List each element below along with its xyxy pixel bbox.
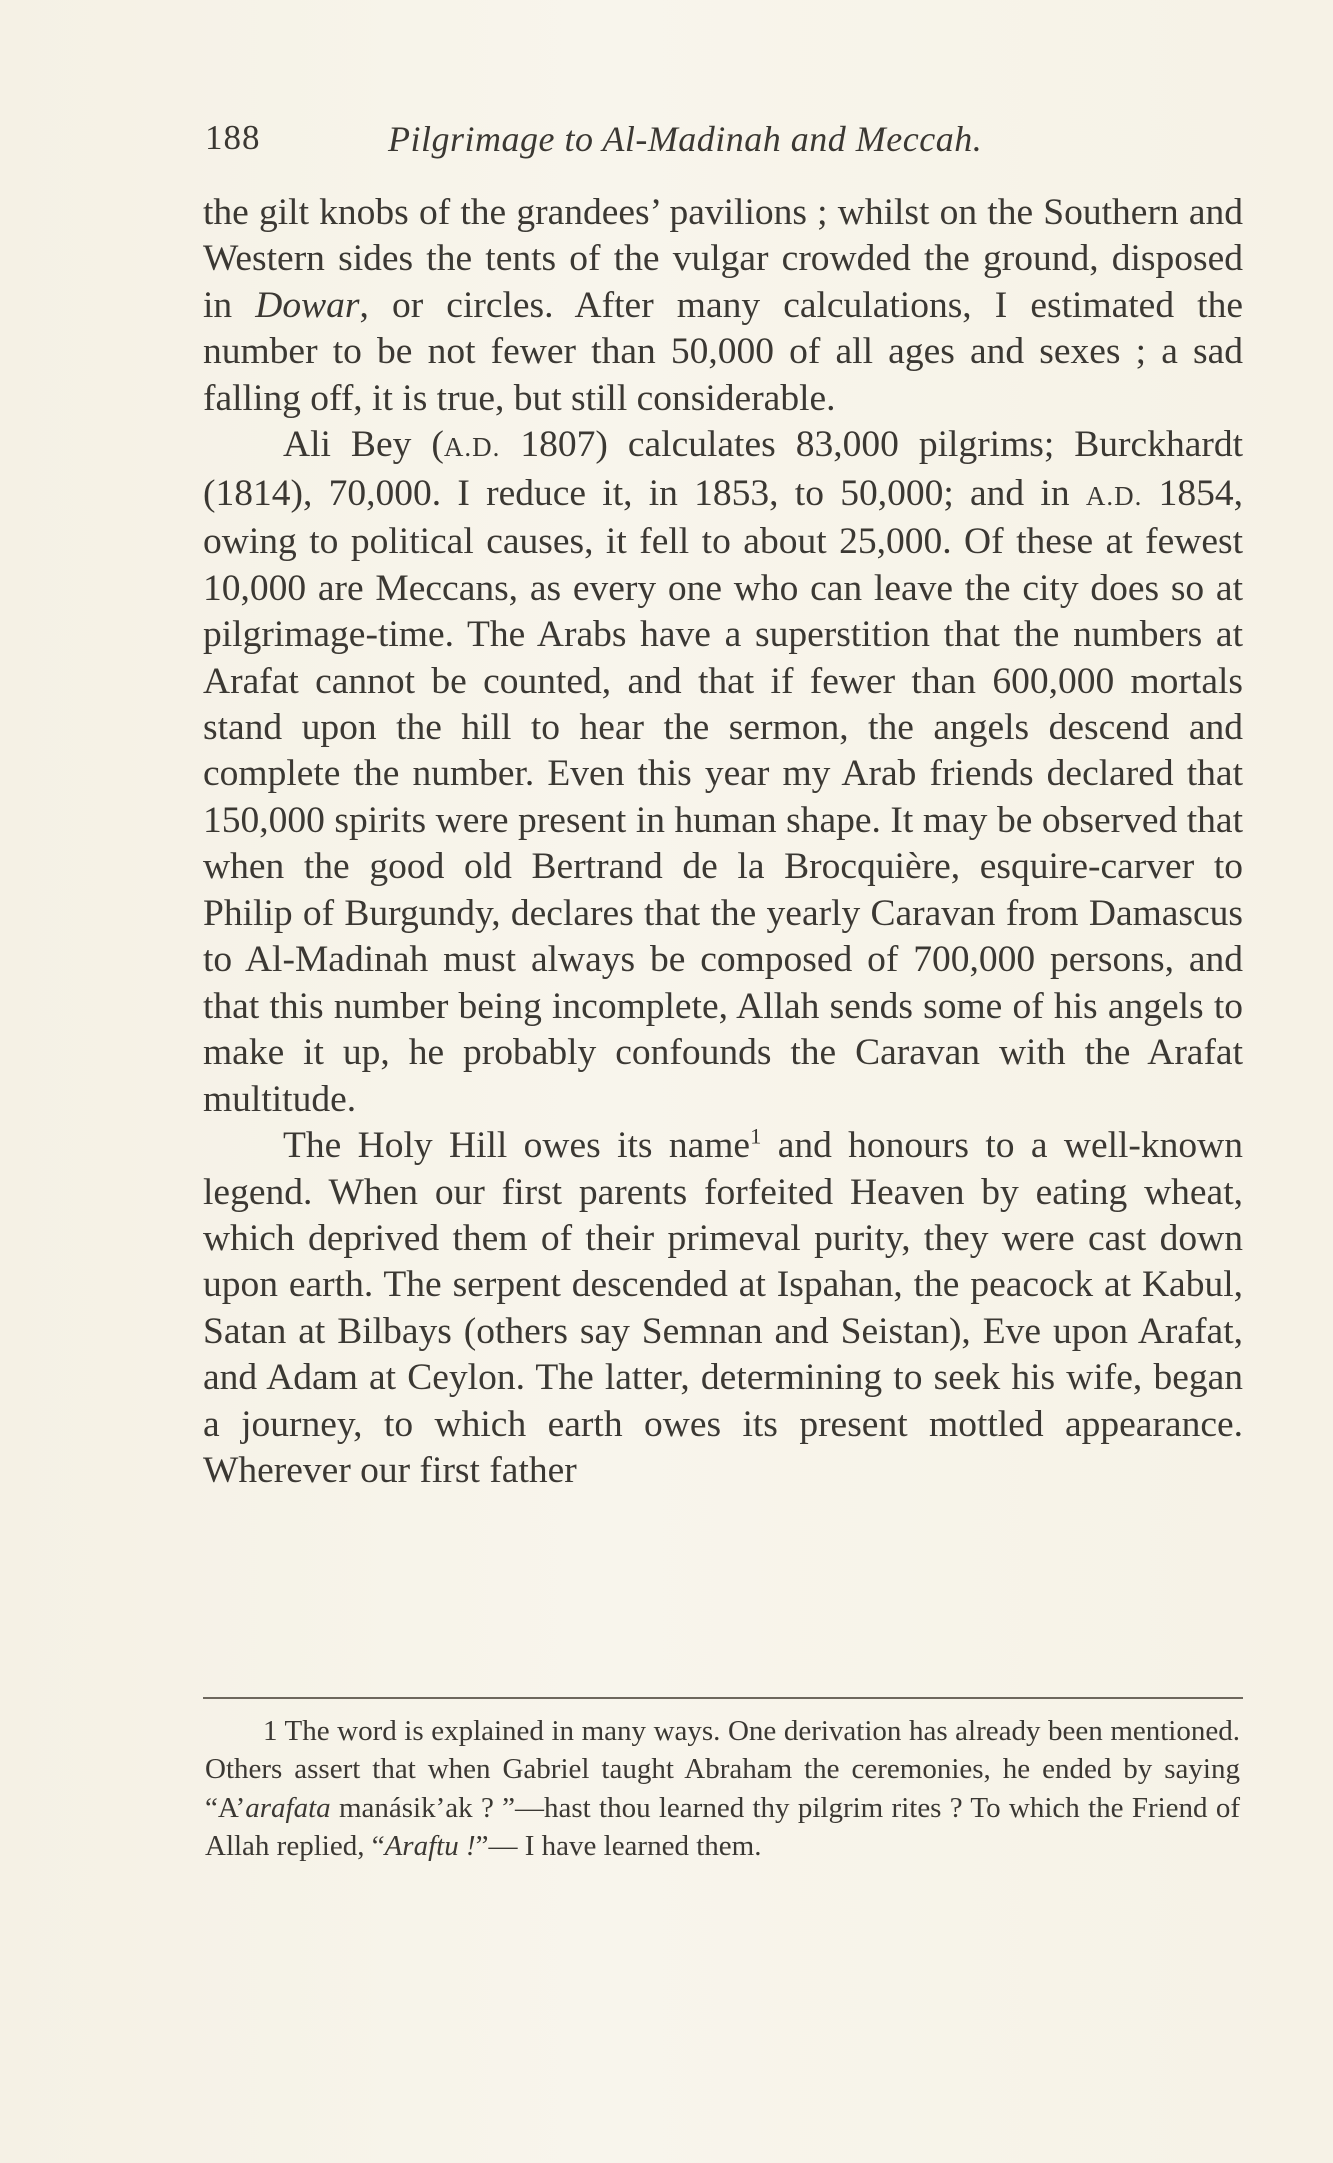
- paragraph-1-italic-term: Dowar: [255, 284, 360, 326]
- paragraph-2-text-c: 1854, owing to political causes, it fell to about 25,000. Of these at fewest 10,000 are Meccans, as every one who can leave the city does so at pilgrimage-time. The Arabs have a superstition that the numbers at Arafat cannot be counted, and that if fewer than 600,000 mortals stand upon the hill to hear the sermon, the angels descend and complete the number. Even this year my Arab friends declared that 150,000 spirits were present in human shape. It may be observed that when the good old Bertrand de la Brocquière, esquire-carver to Philip of Burgundy, declares that the yearly Caravan from Damascus to Al-Madinah must always be composed of 700,000 persons, and that this number being incomplete, Allah sends some of his angels to make it up, he probably confounds the Caravan with the Arafat multitude.: [203, 472, 1244, 1120]
- footnote-text-b: manásik’ak ? ”—hast thou learned thy pilgrim rites ? To which the Friend of Allah replied, “: [205, 1791, 1240, 1863]
- footnote-text-a: 1 The word is explained in many ways. One derivation has already been mentioned. Others assert that when Gabriel taught Abraham the ceremonies, he ended by saying “A’: [205, 1715, 1240, 1824]
- paragraph-2: [203, 422, 1243, 1123]
- paragraph-2-era-1: A.D.: [443, 432, 501, 463]
- paragraph-2-text-a: Ali Bey (: [283, 424, 444, 466]
- paragraph-3-text-a: The Holy Hill owes its name: [283, 1125, 751, 1167]
- running-title: Pilgrimage to Al-Madinah and Meccah.: [388, 119, 983, 159]
- footnote-reference: 1: [750, 1123, 762, 1149]
- paragraph-2-era-2: A.D.: [1085, 480, 1143, 511]
- footnote-italic-2: Araftu !: [384, 1830, 476, 1863]
- paragraph-2-text-b: 1807) calculates 83,000 pilgrims; Burckhardt (1814), 70,000. I reduce it, in 1853, to 50,000; and in: [203, 424, 1243, 514]
- page-header: [205, 118, 1245, 168]
- page-number: 188: [205, 118, 261, 157]
- paragraph-1-text-b: , or circles. After many calculations, I estimated the number to be not fewer than 50,000 of all ages and sexes ; a sad falling off, it is true, but still considerable.: [203, 284, 1243, 419]
- footnote: [205, 1712, 1240, 1866]
- footnote-paragraph: [205, 1712, 1240, 1866]
- footnote-text-c: ”— I have learned them.: [475, 1830, 762, 1863]
- paragraph-3-text-b: and honours to a well-known legend. When our first parents forfeited Heaven by eating wheat, which deprived them of their primeval purity, they were cast down upon earth. The serpent descended at Ispahan, the peacock at Kabul, Satan at Bilbays (others say Semnan and Seistan), Eve upon Arafat, and Adam at Ceylon. The latter, determining to seek his wife, began a journey, to which earth owes its present mottled appearance. Wherever our first father: [203, 1125, 1243, 1492]
- footnote-italic-1: arafata: [245, 1791, 331, 1824]
- paragraph-3: [203, 1123, 1243, 1495]
- paragraph-1-text-a: the gilt knobs of the grandees’ pavilions ; whilst on the Southern and Western sides the tents of the vulgar crowded the ground, disposed in: [203, 192, 1243, 326]
- footnote-divider: [203, 1697, 1243, 1699]
- paragraph-1: [203, 190, 1243, 422]
- body-text: [203, 190, 1243, 1495]
